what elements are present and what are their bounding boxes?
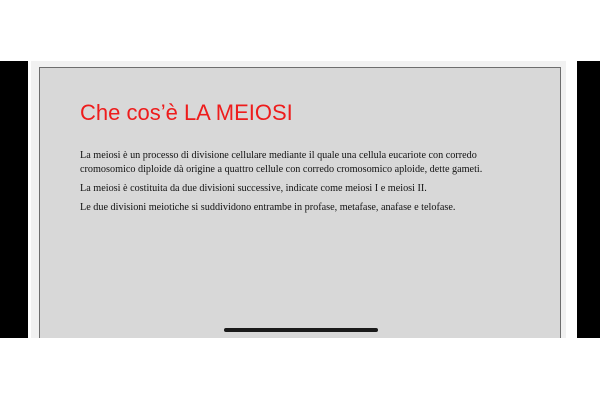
slide-paragraph-phases: Le due divisioni meiotiche si suddividono entrambe in profase, metafase, anafase e telofase. (80, 202, 456, 213)
slide-paragraph-divisions: La meiosi è costituita da due divisioni successive, indicate come meiosi I e meiosi II. (80, 183, 427, 194)
home-indicator-bar[interactable] (224, 328, 378, 332)
slide-title: Che cos’è LA MEIOSI (80, 100, 293, 125)
device-bezel-left (0, 61, 28, 338)
device-bezel-right (577, 61, 600, 338)
slide-body (80, 149, 520, 220)
slide-paragraph-definition: La meiosi è un processo di divisione cellulare mediante il quale una cellula eucariote con corredo cromosomico diploide dà origine a quattro cellule con corredo cromosomico aploide, dette gameti. (80, 150, 483, 175)
presentation-slide (39, 67, 561, 338)
